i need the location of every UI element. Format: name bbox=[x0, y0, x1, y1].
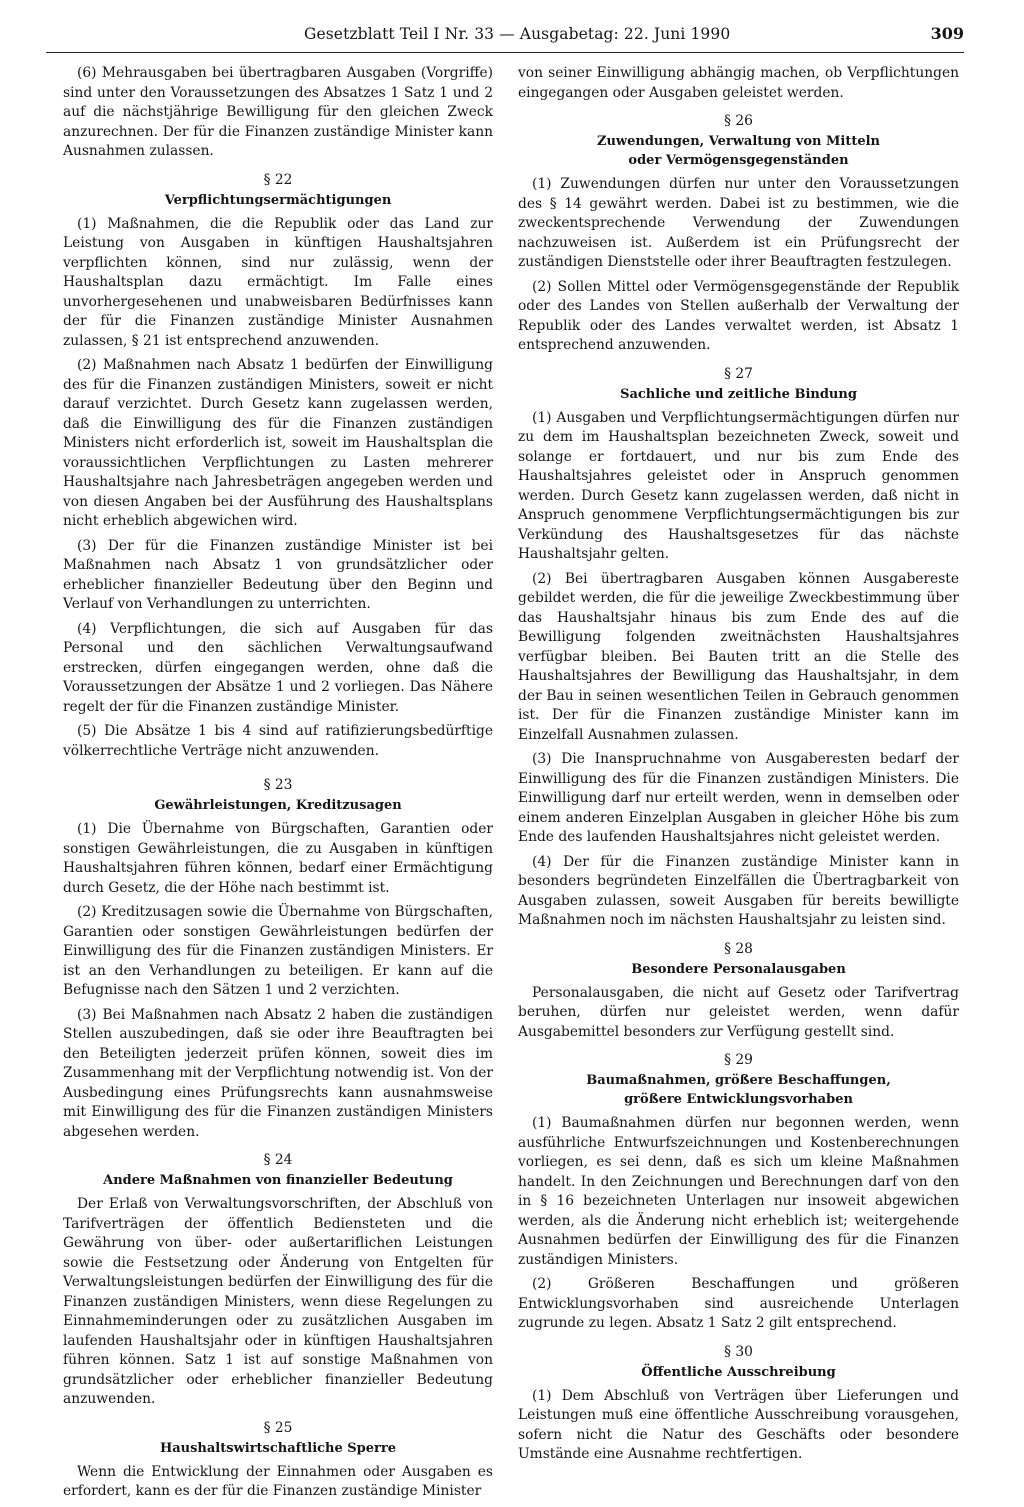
section-26-number: § 26 bbox=[724, 113, 753, 129]
paragraph-27-2: (2) Bei übertragbaren Ausgaben können Ausgabereste gebildet werden, die für die jeweilige Zweckbestimmung über das Haushaltsjahr hinaus bis zum Ende des auf die Bewilligung folgenden zweitnächsten Haushaltsjahres verfügbar bleiben. Bei Bauten tritt an die Stelle des Haushaltsjahres der Bewilligung das Haushaltsjahr, in dem der Bau in seinen wesentlichen Teilen in Gebrauch genommen ist. Der für die Finanzen zuständige Minister kann im Einzelfall Ausnahmen zulassen. bbox=[518, 570, 959, 743]
paragraph-22-3: (3) Der für die Finanzen zuständige Minister ist bei Maßnahmen nach Absatz 1 von grundsätzlicher oder erheblicher finanzieller Bedeutung über den Beginn und Verlauf von Verhandlungen zu unterrichten. bbox=[63, 537, 493, 612]
paragraph-22-2: (2) Maßnahmen nach Absatz 1 bedürfen der Einwilligung des für die Finanzen zuständigen Ministers, soweit er nicht darauf verzichtet. Durch Gesetz kann zugelassen werden, daß die Einwilligung des für die Finanzen zuständigen Ministers nicht erforderlich ist, soweit im Haushaltsplan die voraussichtlichen Verpflichtungen zu Lasten mehrerer Haushaltsjahre nach Jahresbeträgen angegeben werden und von diesen Angaben bei der Ausführung des Haushaltsplans nicht erheblich abgewichen wird. bbox=[63, 357, 493, 529]
section-26-title-line-1: Zuwendungen, Verwaltung von Mitteln bbox=[596, 134, 880, 149]
paragraph-27-1: (1) Ausgaben und Verpflichtungsermächtigungen dürfen nur zu dem im Haushaltsplan bezeichneten Zweck, soweit und solange er fortdauert, und nur bis zum Ende des Haushaltsjahres geleistet oder in Anspruch genommen werden. Durch Gesetz kann zugelassen werden, daß nicht in Anspruch genommene Verpflichtungsermächtigungen bis zur Verkündung des Haushaltsgesetzes für das nächste Haushaltsjahr gelten. bbox=[518, 409, 959, 562]
paragraph-29-2: (2) Größeren Beschaffungen und größeren Entwicklungsvorhaben sind ausreichende Unterlagen zugrunde zu legen. Absatz 1 Satz 2 gilt entsprechend. bbox=[518, 1276, 959, 1331]
section-29-title-line-1: Baumaßnahmen, größere Beschaffungen, bbox=[586, 1073, 891, 1088]
page-header bbox=[46, 22, 964, 53]
section-25-number: § 25 bbox=[263, 1419, 293, 1436]
paragraph-22-5: (5) Die Absätze 1 bis 4 sind auf ratifizierungsbedürftige völkerrechtliche Verträge nicht anzuwenden. bbox=[63, 723, 493, 759]
section-28-title: Besondere Personalausgaben bbox=[631, 961, 846, 977]
section-28-number: § 28 bbox=[724, 940, 753, 957]
paragraph-29-1: (1) Baumaßnahmen dürfen nur begonnen werden, wenn ausführliche Entwurfszeichnungen und Kostenberechnungen vorliegen, es sei denn, daß es sich um kleine Maßnahmen handelt. In den Zeichnungen und Berechnungen darf von den in § 16 bezeichneten Unterlagen nur insoweit abgewichen werden, als die Änderung nicht erheblich ist; weitergehende Ausnahmen bedürfen der Einwilligung des für die Finanzen zuständigen Ministers. bbox=[518, 1115, 959, 1268]
header-title: Gesetzblatt Teil I Nr. 33 — Ausgabetag: 22. Juni 1990 bbox=[304, 25, 731, 43]
section-29-title-line-2: größere Entwicklungsvorhaben bbox=[624, 1092, 853, 1107]
paragraph-28-1: Personalausgaben, die nicht auf Gesetz oder Tarifvertrag beruhen, dürfen nur geleistet werden, wenn dafür Ausgabemittel besonders zur Verfügung gestellt sind. bbox=[518, 984, 959, 1040]
section-30-title: Öffentliche Ausschreibung bbox=[641, 1364, 836, 1380]
section-29-number: § 29 bbox=[724, 1052, 753, 1068]
section-27-title: Sachliche und zeitliche Bindung bbox=[620, 386, 857, 402]
section-24-title: Andere Maßnahmen von finanzieller Bedeutung bbox=[103, 1173, 453, 1188]
paragraph-22-4: (4) Verpflichtungen, die sich auf Ausgaben für das Personal und den sächlichen Verwaltungsaufwand erstrecken, dürfen eingegangen werden, ohne daß die Voraussetzungen der Absätze 1 und 2 vorliegen. Das Nähere regelt der für die Finanzen zuständige Minister. bbox=[63, 620, 493, 715]
section-22-title: Verpflichtungsermächtigungen bbox=[164, 192, 392, 208]
paragraph-25-1: Wenn die Entwicklung der Einnahmen oder Ausgaben es erfordert, kann es der für die Finanzen zuständige Minister bbox=[63, 1463, 493, 1499]
right-column bbox=[518, 64, 959, 1470]
section-30-number: § 30 bbox=[724, 1343, 753, 1360]
left-column bbox=[63, 64, 493, 1507]
section-23-title: Gewährleistungen, Kreditzusagen bbox=[154, 798, 402, 813]
paragraph-24-1: Der Erlaß von Verwaltungsvorschriften, der Abschluß von Tarifverträgen der öffentlich Bediensteten und die Gewährung von über- oder außertariflichen Leistungen sowie die Festsetzung oder Änderung von Entgelten für Verwaltungsleistungen bedürfen der Einwilligung des für die Finanzen zuständigen Ministers, wenn diese Regelungen zu Einnahmeminderungen oder zu zusätzlichen Ausgaben im laufenden Haushaltsjahr oder in künftigen Haushaltsjahren führen können. Satz 1 ist auf sonstige Maßnahmen von grundsätzlicher oder erheblicher finanzieller Bedeutung anzuwenden. bbox=[63, 1196, 493, 1407]
paragraph-30-1: (1) Dem Abschluß von Verträgen über Lieferungen und Leistungen muß eine öffentliche Ausschreibung vorausgehen, sofern nicht die Natur des Geschäfts oder besondere Umstände eine Ausnahme rechtfertigen. bbox=[518, 1387, 959, 1462]
paragraph-22-1: (1) Maßnahmen, die die Republik oder das Land zur Leistung von Ausgaben in künftigen Haushaltsjahren verpflichten können, sind nur zulässig, wenn der Haushaltsplan dazu ermächtigt. Im Falle eines unvorhergesehenen und unabweisbaren Bedürfnisses kann der für die Finanzen zuständige Minister Ausnahmen zulassen, § 21 ist entsprechend anzuwenden. bbox=[63, 215, 493, 349]
section-26-title bbox=[518, 132, 959, 170]
paragraph-23-3: (3) Bei Maßnahmen nach Absatz 2 haben die zuständigen Stellen auszubedingen, daß sie oder ihre Beauftragten bei den Beteiligten jederzeit prüfen können, soweit dies im Zusammenhang mit der Verpflichtung notwendig ist. Von der Ausbedingung eines Prüfungsrechts kann ausnahmsweise mit Einwilligung des für die Finanzen zuständigen Ministers abgesehen werden. bbox=[63, 1006, 493, 1140]
section-22-number: § 22 bbox=[263, 171, 293, 188]
section-24-number: § 24 bbox=[263, 1152, 293, 1168]
section-27-number: § 27 bbox=[724, 365, 753, 382]
section-23-number: § 23 bbox=[263, 777, 293, 793]
section-29-title bbox=[518, 1071, 959, 1109]
paragraph-27-4: (4) Der für die Finanzen zuständige Minister kann in besonders begründeten Einzelfällen die Übertragbarkeit von Ausgaben zulassen, soweit Ausgaben für bereits bewilligte Maßnahmen noch im nächsten Haushaltsjahr zu leisten sind. bbox=[518, 853, 959, 928]
paragraph-26-1: (1) Zuwendungen dürfen nur unter den Voraussetzungen des § 14 gewährt werden. Dabei ist zu bestimmen, wie die zweckentsprechende Verwendung der Zuwendungen nachzuweisen ist. Außerdem ist ein Prüfungsrecht der zuständigen Dienststelle oder ihrer Beauftragten festzulegen. bbox=[518, 176, 959, 270]
section-26-title-line-2: oder Vermögensgegenständen bbox=[628, 153, 849, 168]
paragraph-21-6: (6) Mehrausgaben bei übertragbaren Ausgaben (Vorgriffe) sind unter den Voraussetzungen des Absatzes 1 Satz 1 und 2 auf die nächstjährige Bewilligung für den gleichen Zweck anzurechnen. Der für die Finanzen zuständige Minister kann Ausnahmen zulassen. bbox=[63, 65, 493, 159]
paragraph-25-continued: von seiner Einwilligung abhängig machen, ob Verpflichtungen eingegangen oder Ausgaben geleistet werden. bbox=[518, 65, 959, 101]
paragraph-23-2: (2) Kreditzusagen sowie die Übernahme von Bürgschaften, Garantien oder sonstigen Gewährleistungen bedürfen der Einwilligung des für die Finanzen zuständigen Ministers. Er ist an den Verhandlungen zu beteiligen. Er kann auf die Befugnisse nach den Sätzen 1 und 2 verzichten. bbox=[63, 904, 493, 998]
paragraph-26-2: (2) Sollen Mittel oder Vermögensgegenstände der Republik oder des Landes von Stellen außerhalb der Verwaltung der Republik oder des Landes verwaltet werden, ist Absatz 1 entsprechend anzuwenden. bbox=[518, 278, 959, 353]
paragraph-23-1: (1) Die Übernahme von Bürgschaften, Garantien oder sonstigen Gewährleistungen, die zu Ausgaben in künftigen Haushaltsjahren führen können, bedarf einer Ermächtigung durch Gesetz, die der Höhe nach bestimmt ist. bbox=[63, 821, 493, 896]
page-number: 309 bbox=[930, 24, 964, 43]
paragraph-27-3: (3) Die Inanspruchnahme von Ausgaberesten bedarf der Einwilligung des für die Finanzen zuständigen Ministers. Die Einwilligung darf nur erteilt werden, wenn in demselben oder einem anderen Einzelplan Ausgaben in gleicher Höhe bis zum Ende des laufenden Haushaltsjahres nicht geleistet werden. bbox=[518, 751, 959, 845]
section-25-title: Haushaltswirtschaftliche Sperre bbox=[159, 1440, 397, 1456]
